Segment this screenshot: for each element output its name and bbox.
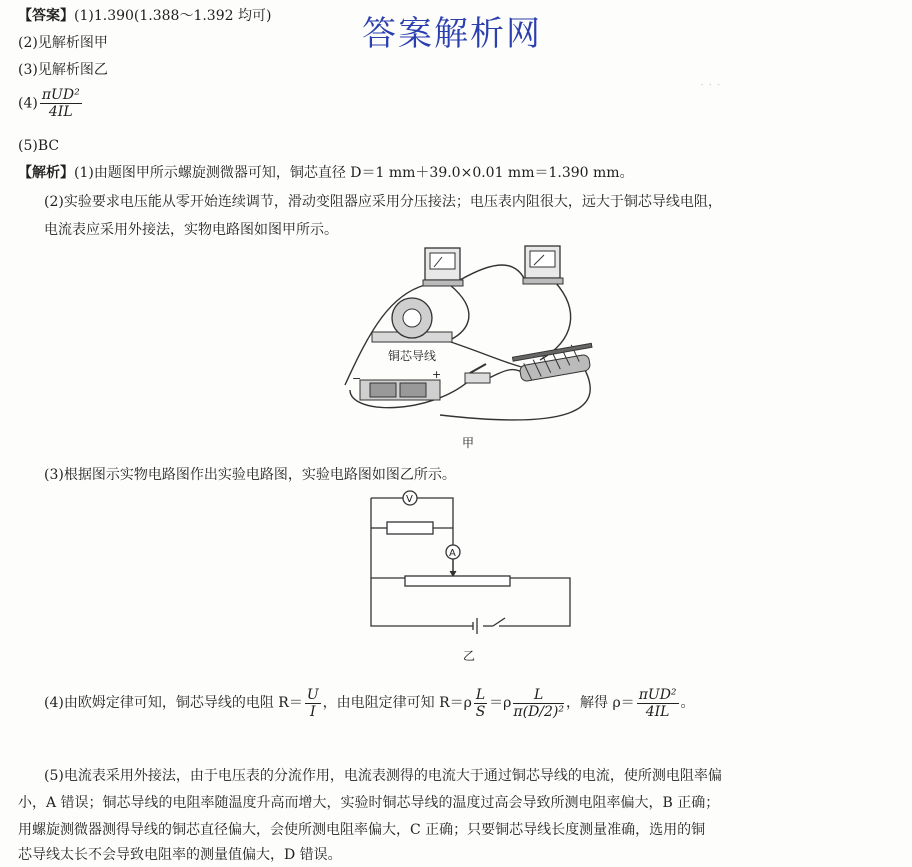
fraction-numerator: L: [513, 687, 564, 704]
bleed-through-decoration: · · ·: [700, 78, 721, 93]
rheostat-symbol-icon: [405, 576, 510, 586]
analysis-p3: (3)根据图示实物电路图作出实验电路图，实验电路图如图乙所示。: [44, 467, 456, 483]
analysis-p4: [44, 685, 695, 721]
rheostat-icon: [512, 343, 591, 382]
watermark-logo: 答案解析网: [362, 14, 542, 54]
analysis-p5-line3: 用螺旋测微器测得导线的铜芯直径偏大，会使所测电阻率偏大，C 正确；只要铜芯导线长度测量准确，选用的铜: [18, 822, 706, 838]
fraction-u-over-i: [305, 687, 321, 720]
switch-icon: [465, 364, 490, 383]
analysis-p5-line4: 芯导线太长不会导致电阻率的测量值偏大，D 错误。: [18, 847, 342, 863]
fraction-numerator: πUD²: [638, 686, 677, 703]
resistor-symbol-icon: [387, 522, 433, 534]
fraction-denominator: I: [309, 703, 316, 720]
p4-text-c: ＝ρ: [489, 695, 512, 711]
copper-wire-coil-icon: [372, 298, 452, 342]
answer-item-5: (5)BC: [18, 138, 60, 154]
figure-circuit-schematic: [365, 488, 575, 666]
fraction-denominator: 4IL: [48, 104, 73, 120]
analysis-p2-line2: 电流表应采用外接法，实物电路图如图甲所示。: [44, 222, 338, 238]
answer-item-4-fraction: [40, 87, 82, 120]
p4-text-d: ，解得 ρ＝: [566, 695, 635, 711]
fraction-denominator: π(D/2)²: [513, 703, 564, 720]
fraction-denominator: 4IL: [645, 703, 670, 720]
answer-tag: 【答案】: [18, 8, 74, 24]
svg-text:+: +: [432, 368, 442, 381]
figure-caption-jia: 甲: [462, 436, 475, 450]
ammeter-label: A: [449, 548, 456, 559]
voltmeter-icon: [423, 248, 463, 286]
fraction-numerator: L: [475, 686, 486, 703]
p4-text-a: (4)由欧姆定律可知，铜芯导线的电阻 R＝: [44, 695, 303, 711]
analysis-p1: [18, 163, 634, 183]
p4-text-e: 。: [680, 695, 695, 711]
analysis-p5-line1: (5)电流表采用外接法，由于电压表的分流作用，电流表测得的电流大于通过铜芯导线的电流，使所测电阻率偏: [44, 768, 722, 784]
analysis-p1-text: (1)由题图甲所示螺旋测微器可知，铜芯直径 D＝1 mm＋39.0×0.01 mm＝1.390 mm。: [74, 165, 634, 181]
figure-physical-circuit: [330, 240, 620, 460]
fraction-numerator: πUD²: [41, 87, 80, 103]
figure-caption-yi: 乙: [463, 649, 476, 663]
analysis-p5-line2: 小，A 错误；铜芯导线的电阻率随温度升高而增大，实验时铜芯导线的温度过高会导致所测电阻率偏大，B 正确；: [18, 795, 720, 811]
p4-text-b: ，由电阻定律可知 R＝ρ: [322, 695, 472, 711]
answer-item-4: [18, 87, 84, 120]
answer-line-1: [18, 6, 271, 26]
voltmeter-label: V: [406, 494, 413, 505]
analysis-tag: 【解析】: [18, 165, 74, 181]
answer-item-2: (2)见解析图甲: [18, 35, 108, 51]
fraction-result: [637, 687, 679, 720]
copper-wire-label: 铜芯导线: [388, 349, 437, 363]
battery-icon: [352, 368, 441, 400]
answer-item-1: (1)1.390(1.388～1.392 均可): [74, 8, 272, 24]
answer-item-3: (3)见解析图乙: [18, 62, 108, 78]
fraction-l-over-area: [513, 687, 564, 720]
fraction-denominator: S: [475, 703, 486, 720]
svg-text:−: −: [352, 372, 362, 385]
ammeter-icon: [523, 246, 563, 284]
analysis-p2-line1: (2)实验要求电压能从零开始连续调节，滑动变阻器应采用分压接法；电压表内阻很大，远大于铜芯导线电阻，: [44, 194, 722, 210]
answer-item-4-prefix: (4): [18, 95, 38, 112]
fraction-numerator: U: [306, 686, 319, 703]
fraction-l-over-s: [474, 687, 487, 720]
